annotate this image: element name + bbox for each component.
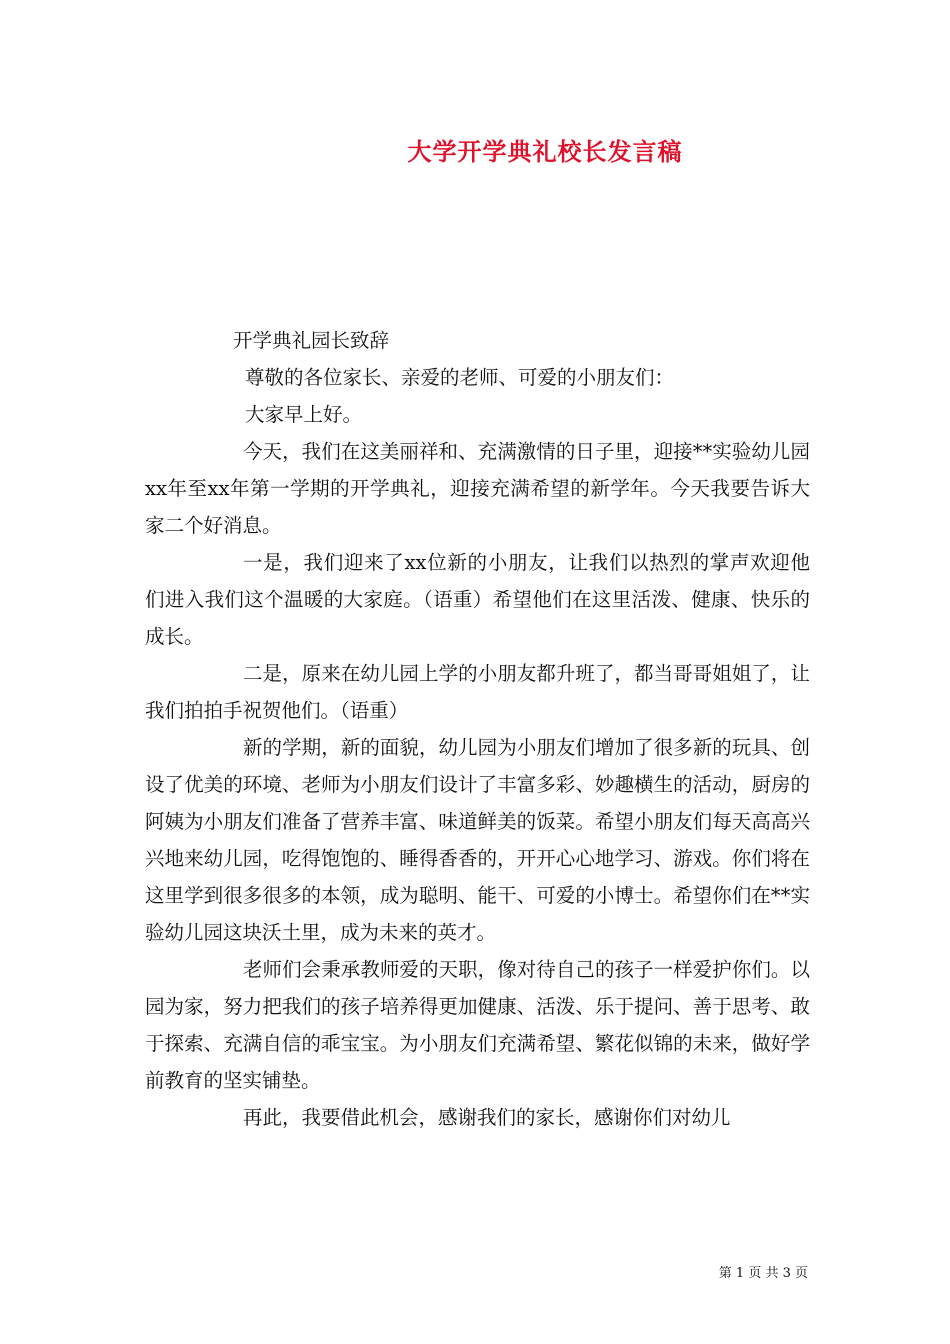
body-paragraph: 再此，我要借此机会，感谢我们的家长，感谢你们对幼儿: [243, 1106, 731, 1129]
speech-heading: 开学典礼园长致辞: [233, 329, 390, 352]
body-paragraph: 老师们会秉承教师爱的天职，像对待自己的孩子一样爱护你们。以园为家，努力把我们的孩子培养得更加健康、活泼、乐于提问、善于思考、敢于探索、充满自信的乖宝宝。为小朋友们充满希望、繁花似锦的未来，做好学前教育的坚实铺垫。: [145, 958, 810, 1092]
body-paragraph: 一是，我们迎来了xx位新的小朋友，让我们以热烈的掌声欢迎他们进入我们这个温暖的大家庭。（语重）希望他们在这里活泼、健康、快乐的成长。: [145, 551, 810, 648]
page-number-footer: 第 1 页 共 3 页: [718, 1266, 808, 1281]
body-paragraph: 二是，原来在幼儿园上学的小朋友都升班了，都当哥哥姐姐了，让我们拍拍手祝贺他们。（语重）: [145, 662, 810, 722]
body-paragraph: 新的学期，新的面貌，幼儿园为小朋友们增加了很多新的玩具、创设了优美的环境、老师为小朋友们设计了丰富多彩、妙趣横生的活动，厨房的阿姨为小朋友们准备了营养丰富、味道鲜美的饭菜。希望小朋友们每天高高兴兴地来幼儿园，吃得饱饱的、睡得香香的，开开心心地学习、游戏。你们将在这里学到很多很多的本领，成为聪明、能干、可爱的小博士。希望你们在**实验幼儿园这块沃土里，成为未来的英才。: [145, 736, 810, 944]
document-body: [145, 322, 810, 1136]
body-paragraph: 今天，我们在这美丽祥和、充满激情的日子里，迎接**实验幼儿园xx年至xx年第一学期的开学典礼，迎接充满希望的新学年。今天我要告诉大家二个好消息。: [145, 440, 810, 537]
document-title: 大学开学典礼校长发言稿: [407, 137, 683, 166]
salutation-paragraph: 尊敬的各位家长、亲爱的老师、可爱的小朋友们：: [245, 366, 675, 389]
greeting-paragraph: 大家早上好。: [245, 403, 363, 426]
